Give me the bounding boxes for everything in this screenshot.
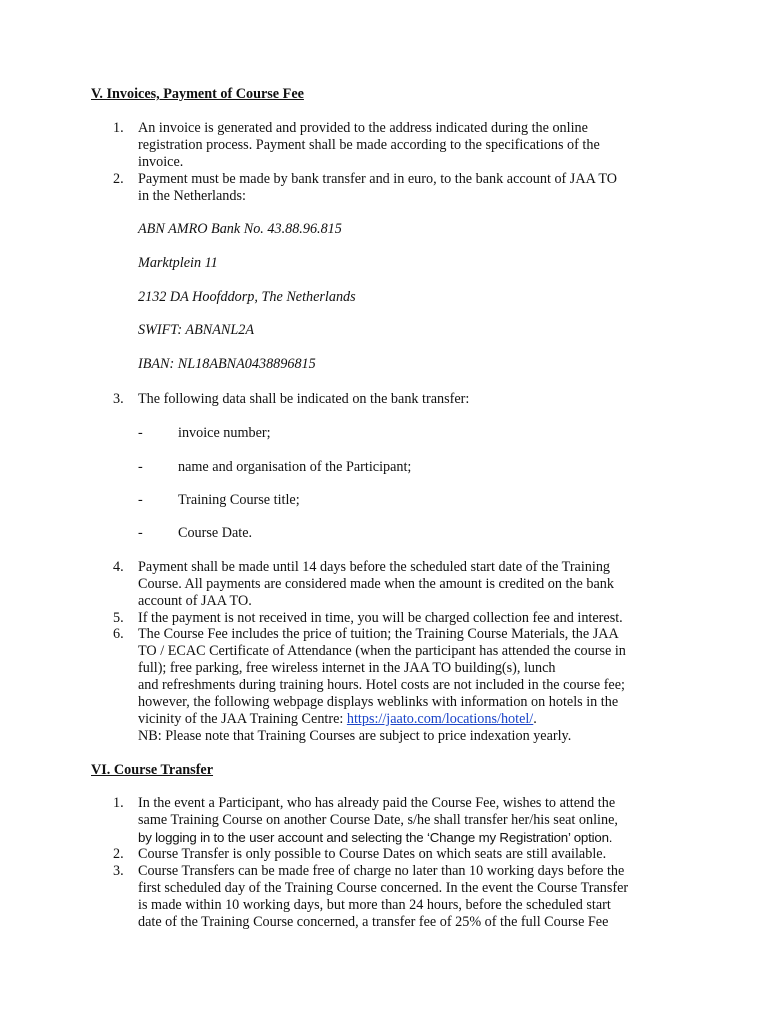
bullet-dash: -: [138, 525, 143, 541]
item-text-line: same Training Course on another Course Date, s/he shall transfer her/his seat online,: [138, 812, 618, 828]
bullet-text: Training Course title;: [178, 492, 300, 508]
item-number: 2.: [113, 171, 124, 187]
bullet-dash: -: [138, 459, 143, 475]
item-text-line: The Course Fee includes the price of tuition; the Training Course Materials, the JAA: [138, 626, 619, 642]
item-text-line: by logging in to the user account and selecting the ‘Change my Registration’ option.: [138, 830, 613, 845]
item-text-line: Course Transfer is only possible to Course Dates on which seats are still available.: [138, 846, 607, 862]
item-number: 6.: [113, 626, 124, 642]
bullet-dash: -: [138, 492, 143, 508]
item-text-line: is made within 10 working days, but more than 24 hours, before the scheduled start: [138, 897, 611, 913]
item-text-line: Course Transfers can be made free of charge no later than 10 working days before the: [138, 863, 625, 879]
item-text-line: An invoice is generated and provided to the address indicated during the online: [138, 120, 588, 136]
bank-iban: IBAN: NL18ABNA0438896815: [138, 356, 316, 372]
bullet-text: name and organisation of the Participant;: [178, 459, 412, 475]
item-text-line: Course. All payments are considered made when the amount is credited on the bank: [138, 576, 614, 592]
item-number: 3.: [113, 391, 124, 407]
item-number: 5.: [113, 610, 124, 626]
item-number: 2.: [113, 846, 124, 862]
bullet-dash: -: [138, 425, 143, 441]
item-text-line: In the event a Participant, who has already paid the Course Fee, wishes to attend the: [138, 795, 616, 811]
item-text-line: and refreshments during training hours. Hotel costs are not included in the course fee;: [138, 677, 625, 693]
item-number: 1.: [113, 795, 124, 811]
item-text-line: registration process. Payment shall be made according to the specifications of the: [138, 137, 600, 153]
item-number: 1.: [113, 120, 124, 136]
link-suffix-text: .: [533, 711, 537, 727]
nb-note: NB: Please note that Training Courses are subject to price indexation yearly.: [138, 728, 572, 744]
item-text-line: TO / ECAC Certificate of Attendance (when the participant has attended the course in: [138, 643, 626, 659]
bullet-text: invoice number;: [178, 425, 271, 441]
item-text-line: date of the Training Course concerned, a transfer fee of 25% of the full Course Fee: [138, 914, 609, 930]
item-text-line: in the Netherlands:: [138, 188, 246, 204]
item-text-line: invoice.: [138, 154, 184, 170]
bank-account-number: ABN AMRO Bank No. 43.88.96.815: [138, 221, 342, 237]
bank-city: 2132 DA Hoofddorp, The Netherlands: [138, 289, 356, 305]
item-text-line: first scheduled day of the Training Course concerned. In the event the Course Transfer: [138, 880, 629, 896]
item-text-line-with-link: [138, 711, 537, 728]
item-text-line: however, the following webpage displays weblinks with information on hotels in the: [138, 694, 619, 710]
section-6-heading: VI. Course Transfer: [91, 762, 214, 778]
item-text-line: Payment shall be made until 14 days before the scheduled start date of the Training: [138, 559, 611, 575]
bank-swift: SWIFT: ABNANL2A: [138, 322, 254, 338]
item-text-line: account of JAA TO.: [138, 593, 252, 609]
bank-street: Marktplein 11: [138, 255, 218, 271]
item-text-line: full); free parking, free wireless internet in the JAA TO building(s), lunch: [138, 660, 556, 676]
item-number: 4.: [113, 559, 124, 575]
section-5-heading: V. Invoices, Payment of Course Fee: [91, 86, 304, 102]
item-text-line: If the payment is not received in time, you will be charged collection fee and interest.: [138, 610, 623, 626]
hotel-link[interactable]: https://jaato.com/locations/hotel/: [346, 711, 534, 727]
link-prefix-text: vicinity of the JAA Training Centre:: [138, 711, 347, 727]
item-text-line: The following data shall be indicated on the bank transfer:: [138, 391, 470, 407]
item-text-line: Payment must be made by bank transfer and in euro, to the bank account of JAA TO: [138, 171, 617, 187]
item-number: 3.: [113, 863, 124, 879]
bullet-text: Course Date.: [178, 525, 253, 541]
